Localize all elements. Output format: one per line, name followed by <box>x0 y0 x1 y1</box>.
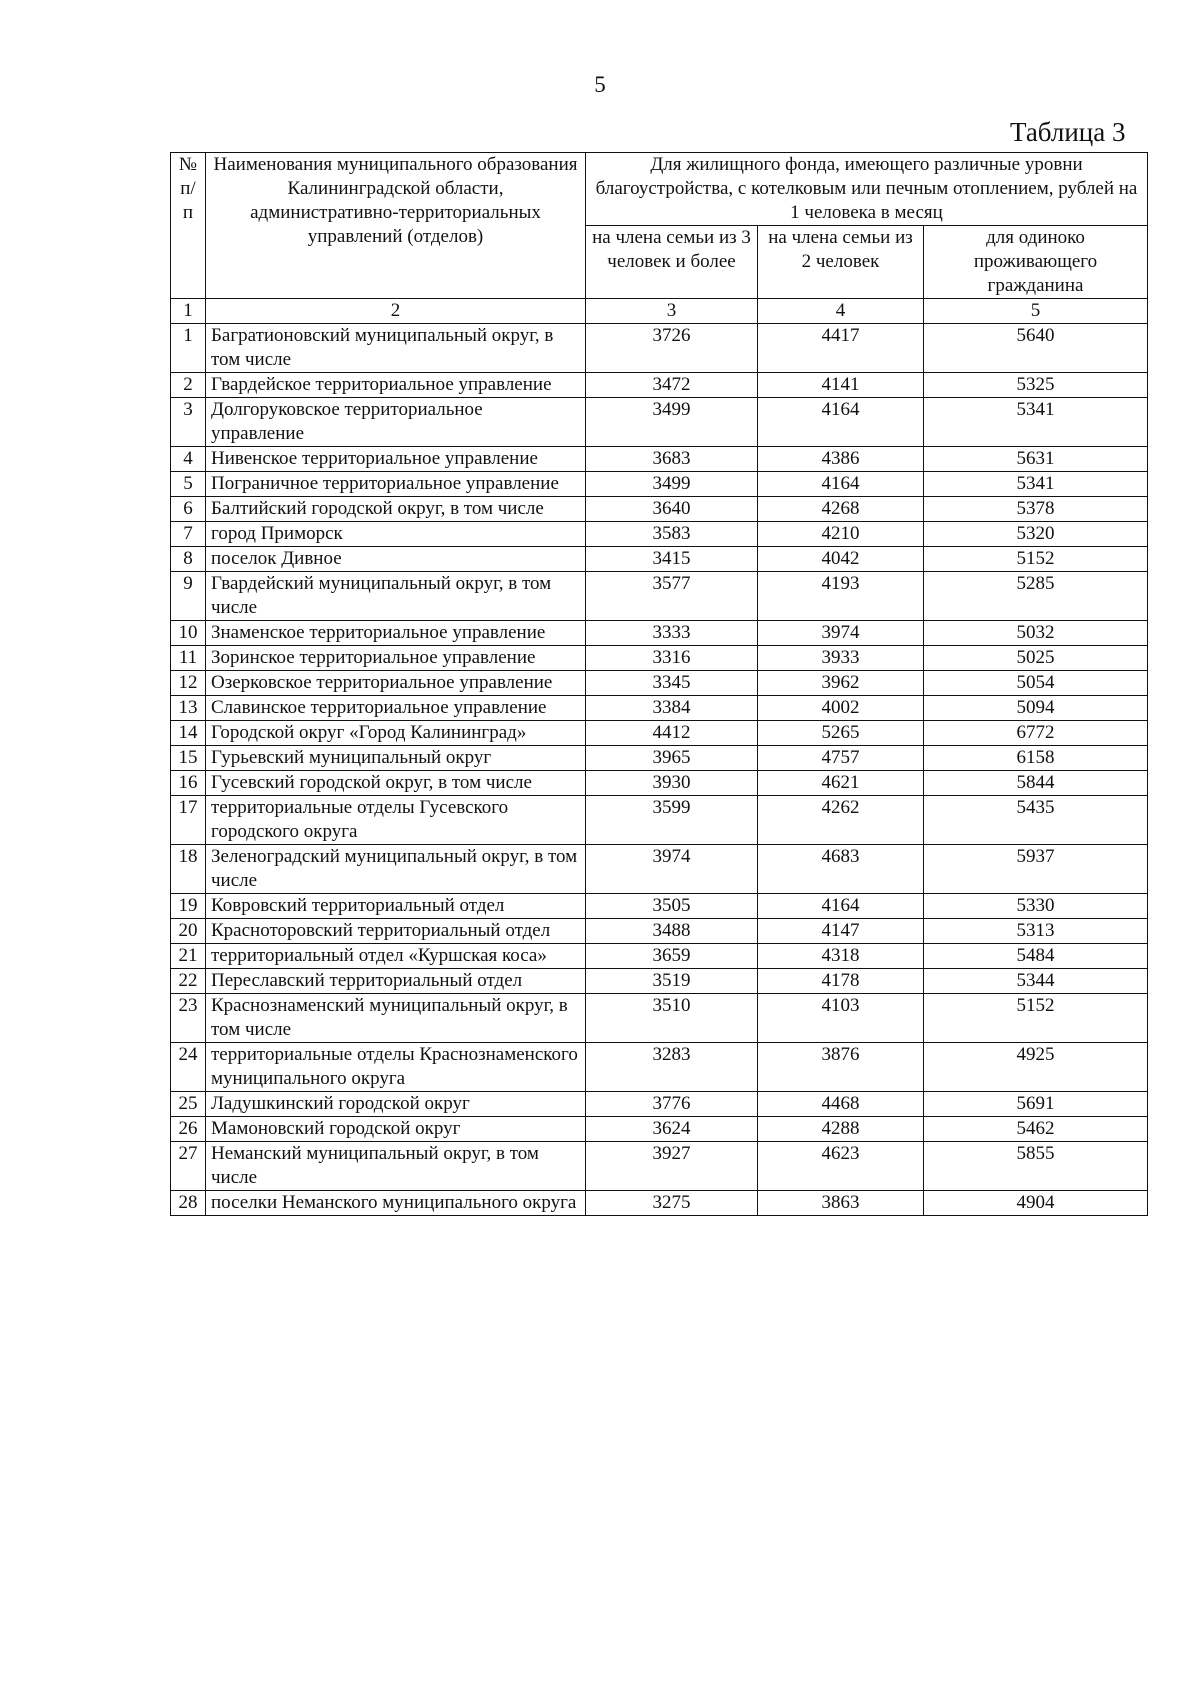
row-value-family-3-plus: 3275 <box>586 1191 758 1216</box>
page-number: 5 <box>594 72 606 97</box>
row-value-family-2: 3933 <box>758 646 924 671</box>
table-row <box>171 447 1148 472</box>
row-value-family-2: 4002 <box>758 696 924 721</box>
row-municipality-name: Нивенское территориальное управление <box>206 447 586 472</box>
table-row <box>171 324 1148 373</box>
row-number: 5 <box>171 472 206 497</box>
row-value-single-citizen: 5341 <box>924 398 1148 447</box>
table-row <box>171 1117 1148 1142</box>
table-body <box>171 324 1148 1216</box>
table-header <box>171 153 1148 324</box>
header-municipality-name: Наименования муниципального образования Калининградской области, административно-территориальных управлений (отделов) <box>206 153 586 299</box>
row-municipality-name: Озерковское территориальное управление <box>206 671 586 696</box>
row-value-family-2: 4147 <box>758 919 924 944</box>
row-value-family-2: 3962 <box>758 671 924 696</box>
table-row <box>171 894 1148 919</box>
header-family-2: на члена семьи из 2 человек <box>758 226 924 299</box>
row-value-single-citizen: 5462 <box>924 1117 1148 1142</box>
row-number: 2 <box>171 373 206 398</box>
row-value-family-2: 4623 <box>758 1142 924 1191</box>
row-value-family-2: 3863 <box>758 1191 924 1216</box>
row-value-family-3-plus: 3683 <box>586 447 758 472</box>
row-value-family-2: 4288 <box>758 1117 924 1142</box>
row-number: 16 <box>171 771 206 796</box>
row-value-single-citizen: 5855 <box>924 1142 1148 1191</box>
row-municipality-name: Неманский муниципальный округ, в том числе <box>206 1142 586 1191</box>
table-title: Таблица 3 <box>1010 117 1126 147</box>
table-row <box>171 845 1148 894</box>
row-value-family-2: 4468 <box>758 1092 924 1117</box>
table-row <box>171 1191 1148 1216</box>
row-municipality-name: Красноторовский территориальный отдел <box>206 919 586 944</box>
table-row <box>171 572 1148 621</box>
column-index: 2 <box>206 299 586 324</box>
row-value-single-citizen: 4925 <box>924 1043 1148 1092</box>
row-value-family-2: 4193 <box>758 572 924 621</box>
table-row <box>171 746 1148 771</box>
row-value-family-3-plus: 3505 <box>586 894 758 919</box>
row-number: 17 <box>171 796 206 845</box>
row-value-family-2: 4262 <box>758 796 924 845</box>
row-value-family-3-plus: 3583 <box>586 522 758 547</box>
row-municipality-name: Зоринское территориальное управление <box>206 646 586 671</box>
table-row <box>171 398 1148 447</box>
row-value-single-citizen: 6158 <box>924 746 1148 771</box>
row-value-single-citizen: 5313 <box>924 919 1148 944</box>
row-number: 15 <box>171 746 206 771</box>
row-value-single-citizen: 5341 <box>924 472 1148 497</box>
row-municipality-name: Краснознаменский муниципальный округ, в том числе <box>206 994 586 1043</box>
row-value-family-2: 4268 <box>758 497 924 522</box>
row-value-single-citizen: 5032 <box>924 621 1148 646</box>
column-index: 3 <box>586 299 758 324</box>
row-number: 10 <box>171 621 206 646</box>
row-number: 3 <box>171 398 206 447</box>
row-value-single-citizen: 5330 <box>924 894 1148 919</box>
row-value-family-3-plus: 3333 <box>586 621 758 646</box>
row-value-family-3-plus: 3927 <box>586 1142 758 1191</box>
row-value-family-2: 4164 <box>758 472 924 497</box>
row-municipality-name: Балтийский городской округ, в том числе <box>206 497 586 522</box>
row-value-family-2: 4141 <box>758 373 924 398</box>
row-municipality-name: Пограничное территориальное управление <box>206 472 586 497</box>
row-value-family-2: 4103 <box>758 994 924 1043</box>
table-row <box>171 547 1148 572</box>
row-value-family-2: 4178 <box>758 969 924 994</box>
row-value-single-citizen: 5640 <box>924 324 1148 373</box>
table-row <box>171 944 1148 969</box>
row-value-single-citizen: 5325 <box>924 373 1148 398</box>
row-value-single-citizen: 5094 <box>924 696 1148 721</box>
row-municipality-name: Мамоновский городской округ <box>206 1117 586 1142</box>
row-value-family-2: 3974 <box>758 621 924 646</box>
row-value-single-citizen: 5631 <box>924 447 1148 472</box>
row-municipality-name: Славинское территориальное управление <box>206 696 586 721</box>
row-number: 8 <box>171 547 206 572</box>
row-municipality-name: Зеленоградский муниципальный округ, в том числе <box>206 845 586 894</box>
row-number: 23 <box>171 994 206 1043</box>
column-index-row <box>171 299 1148 324</box>
row-municipality-name: Гусевский городской округ, в том числе <box>206 771 586 796</box>
row-municipality-name: территориальные отделы Гусевского городского округа <box>206 796 586 845</box>
table-row <box>171 671 1148 696</box>
row-number: 26 <box>171 1117 206 1142</box>
row-number: 25 <box>171 1092 206 1117</box>
row-value-family-3-plus: 3345 <box>586 671 758 696</box>
row-value-family-2: 4164 <box>758 894 924 919</box>
row-number: 20 <box>171 919 206 944</box>
row-value-family-2: 4318 <box>758 944 924 969</box>
row-value-family-3-plus: 3659 <box>586 944 758 969</box>
row-value-family-2: 4757 <box>758 746 924 771</box>
row-municipality-name: Ладушкинский городской округ <box>206 1092 586 1117</box>
row-value-single-citizen: 4904 <box>924 1191 1148 1216</box>
tariff-table <box>170 152 1148 1216</box>
table-row <box>171 1092 1148 1117</box>
table-row <box>171 796 1148 845</box>
row-value-single-citizen: 5691 <box>924 1092 1148 1117</box>
row-value-single-citizen: 5152 <box>924 994 1148 1043</box>
row-municipality-name: Гурьевский муниципальный округ <box>206 746 586 771</box>
table-row <box>171 919 1148 944</box>
header-single-citizen: для одиноко проживающего гражданина <box>924 226 1148 299</box>
column-index: 5 <box>924 299 1148 324</box>
row-number: 18 <box>171 845 206 894</box>
row-number: 22 <box>171 969 206 994</box>
row-municipality-name: город Приморск <box>206 522 586 547</box>
row-value-family-3-plus: 3599 <box>586 796 758 845</box>
row-value-family-2: 4164 <box>758 398 924 447</box>
row-number: 6 <box>171 497 206 522</box>
row-value-family-3-plus: 3624 <box>586 1117 758 1142</box>
row-value-family-3-plus: 3640 <box>586 497 758 522</box>
table-row <box>171 696 1148 721</box>
row-number: 4 <box>171 447 206 472</box>
row-value-single-citizen: 5344 <box>924 969 1148 994</box>
row-number: 27 <box>171 1142 206 1191</box>
row-value-single-citizen: 5844 <box>924 771 1148 796</box>
table-row <box>171 969 1148 994</box>
row-number: 11 <box>171 646 206 671</box>
header-housing-group: Для жилищного фонда, имеющего различные уровни благоустройства, с котелковым или печным отоплением, рублей на 1 человека в месяц <box>586 153 1148 226</box>
header-number: № п/п <box>171 153 206 299</box>
row-value-family-3-plus: 3499 <box>586 398 758 447</box>
table-row <box>171 472 1148 497</box>
row-value-family-3-plus: 3577 <box>586 572 758 621</box>
header-family-3-plus: на члена семьи из 3 человек и более <box>586 226 758 299</box>
row-municipality-name: поселок Дивное <box>206 547 586 572</box>
row-value-family-3-plus: 3776 <box>586 1092 758 1117</box>
row-municipality-name: Переславский территориальный отдел <box>206 969 586 994</box>
row-value-family-3-plus: 3472 <box>586 373 758 398</box>
row-value-single-citizen: 5484 <box>924 944 1148 969</box>
table-row <box>171 621 1148 646</box>
row-number: 28 <box>171 1191 206 1216</box>
row-value-family-3-plus: 3930 <box>586 771 758 796</box>
row-number: 1 <box>171 324 206 373</box>
row-number: 24 <box>171 1043 206 1092</box>
row-municipality-name: Гвардейское территориальное управление <box>206 373 586 398</box>
row-value-family-3-plus: 4412 <box>586 721 758 746</box>
row-value-family-2: 3876 <box>758 1043 924 1092</box>
row-municipality-name: поселки Неманского муниципального округа <box>206 1191 586 1216</box>
row-municipality-name: Долгоруковское территориальное управление <box>206 398 586 447</box>
table-row <box>171 522 1148 547</box>
row-value-family-3-plus: 3488 <box>586 919 758 944</box>
row-municipality-name: Багратионовский муниципальный округ, в том числе <box>206 324 586 373</box>
row-value-family-3-plus: 3499 <box>586 472 758 497</box>
row-value-family-3-plus: 3965 <box>586 746 758 771</box>
row-number: 14 <box>171 721 206 746</box>
row-value-family-3-plus: 3316 <box>586 646 758 671</box>
row-value-family-2: 4683 <box>758 845 924 894</box>
table-row <box>171 497 1148 522</box>
row-value-single-citizen: 5054 <box>924 671 1148 696</box>
table-row <box>171 646 1148 671</box>
table-row <box>171 373 1148 398</box>
row-value-family-3-plus: 3726 <box>586 324 758 373</box>
row-value-single-citizen: 5937 <box>924 845 1148 894</box>
row-value-family-3-plus: 3519 <box>586 969 758 994</box>
column-index: 4 <box>758 299 924 324</box>
row-value-family-3-plus: 3415 <box>586 547 758 572</box>
column-index: 1 <box>171 299 206 324</box>
row-value-single-citizen: 5025 <box>924 646 1148 671</box>
row-number: 7 <box>171 522 206 547</box>
table-row <box>171 1142 1148 1191</box>
row-value-family-2: 4210 <box>758 522 924 547</box>
row-municipality-name: территориальный отдел «Куршская коса» <box>206 944 586 969</box>
row-municipality-name: Ковровский территориальный отдел <box>206 894 586 919</box>
row-municipality-name: Гвардейский муниципальный округ, в том числе <box>206 572 586 621</box>
row-municipality-name: Знаменское территориальное управление <box>206 621 586 646</box>
row-value-single-citizen: 5152 <box>924 547 1148 572</box>
row-value-family-3-plus: 3384 <box>586 696 758 721</box>
row-value-family-2: 5265 <box>758 721 924 746</box>
row-value-single-citizen: 5285 <box>924 572 1148 621</box>
row-value-single-citizen: 5320 <box>924 522 1148 547</box>
table-row <box>171 721 1148 746</box>
row-municipality-name: Городской округ «Город Калининград» <box>206 721 586 746</box>
row-number: 13 <box>171 696 206 721</box>
row-number: 21 <box>171 944 206 969</box>
row-value-single-citizen: 5435 <box>924 796 1148 845</box>
row-value-family-3-plus: 3510 <box>586 994 758 1043</box>
row-number: 12 <box>171 671 206 696</box>
row-value-family-2: 4386 <box>758 447 924 472</box>
table-row <box>171 771 1148 796</box>
row-value-single-citizen: 6772 <box>924 721 1148 746</box>
row-value-family-3-plus: 3974 <box>586 845 758 894</box>
row-value-family-2: 4042 <box>758 547 924 572</box>
table-row <box>171 994 1148 1043</box>
row-value-family-3-plus: 3283 <box>586 1043 758 1092</box>
row-municipality-name: территориальные отделы Краснознаменского муниципального округа <box>206 1043 586 1092</box>
row-number: 9 <box>171 572 206 621</box>
row-value-single-citizen: 5378 <box>924 497 1148 522</box>
row-value-family-2: 4417 <box>758 324 924 373</box>
table-row <box>171 1043 1148 1092</box>
row-value-family-2: 4621 <box>758 771 924 796</box>
row-number: 19 <box>171 894 206 919</box>
